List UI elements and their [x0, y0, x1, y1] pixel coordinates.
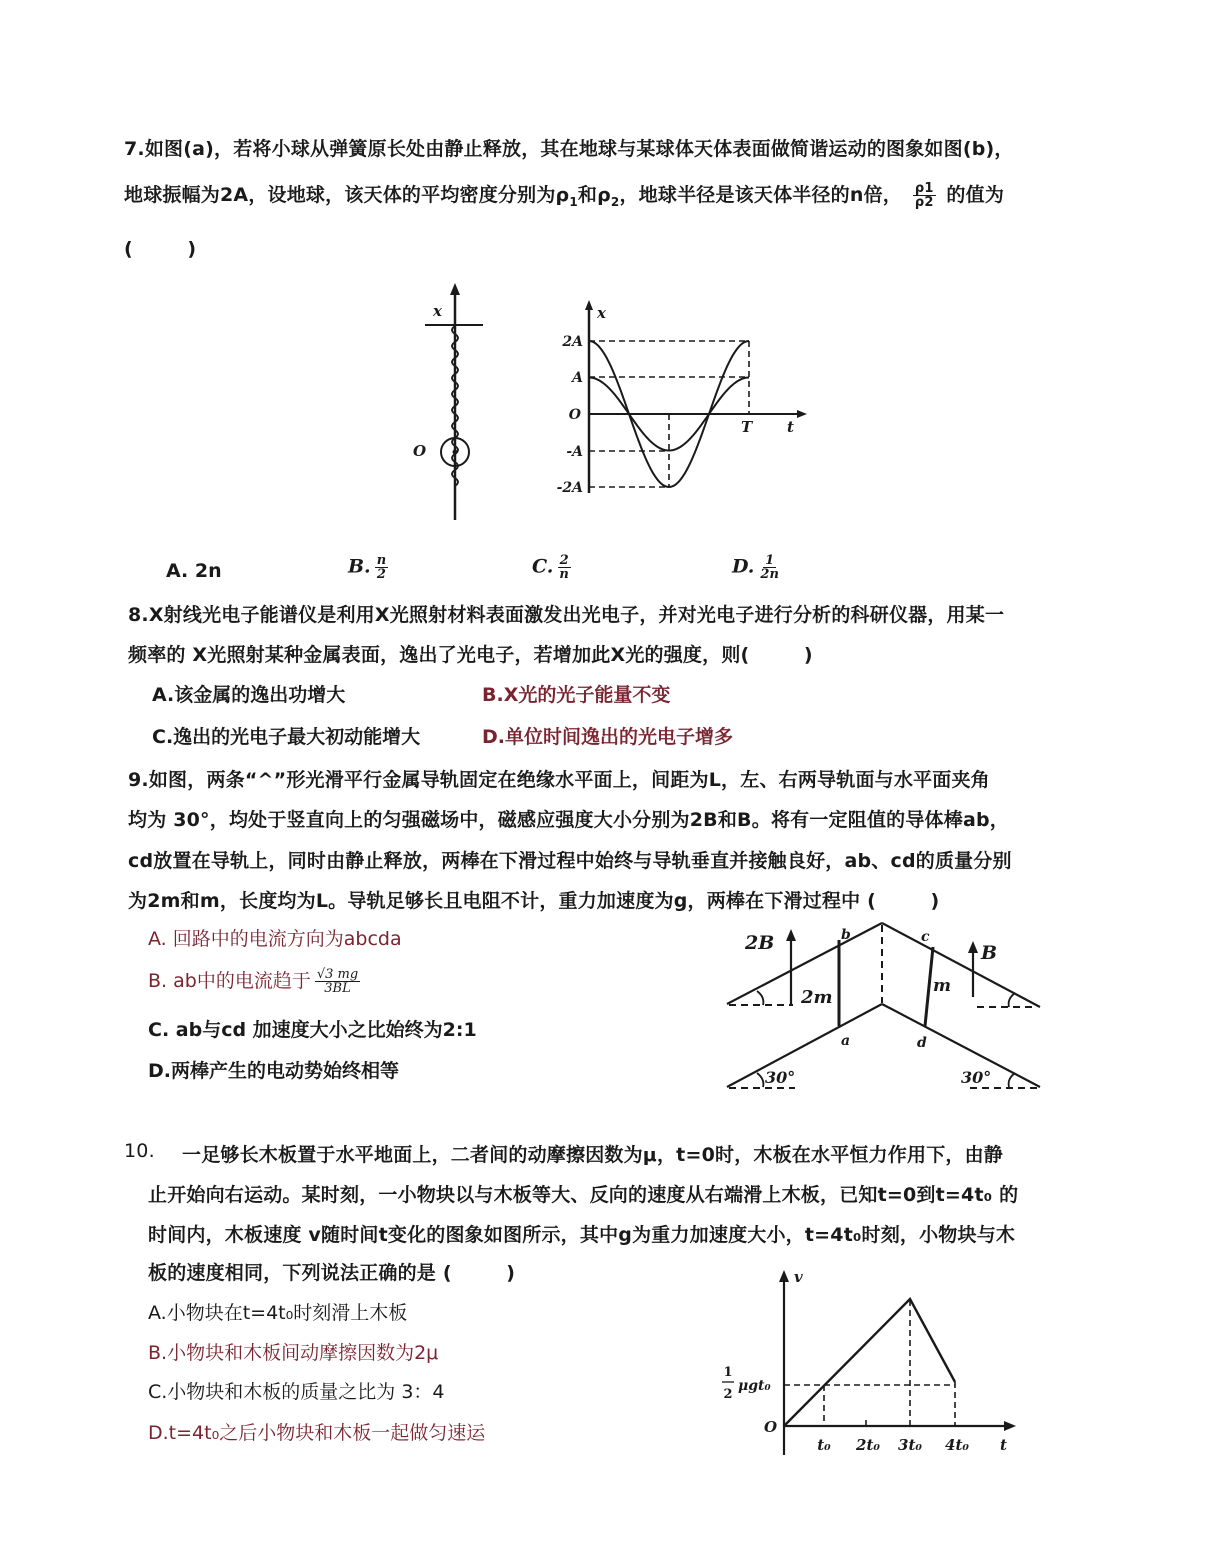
- frac-denominator: n: [559, 567, 569, 582]
- q7-answer-blank: ( ): [124, 238, 197, 260]
- option-value: 2n: [194, 560, 222, 582]
- option-fraction: [315, 968, 360, 995]
- q8-option-a[interactable]: A.该金属的逸出功增大: [152, 684, 346, 706]
- option-text: B. ab中的电流趋于: [148, 970, 311, 992]
- angle-label-left: 30°: [765, 1068, 796, 1087]
- velocity-line: [784, 1299, 955, 1426]
- axis-label-t: t: [787, 418, 794, 436]
- point-a: a: [841, 1033, 851, 1049]
- q10-stem-line1: 一足够长木板置于水平地面上，二者间的动摩擦因数为μ，t=0时，木板在水平恒力作用下，由静: [182, 1144, 1004, 1166]
- arrow-up-icon: [786, 929, 796, 941]
- q7-option-d[interactable]: [732, 554, 785, 581]
- tick-neg-A: -A: [566, 444, 583, 460]
- q7-sub2: 2: [610, 194, 620, 209]
- q10-vt-graph: [700, 1260, 1040, 1460]
- q7-stem-text: 的值为: [946, 184, 1005, 206]
- field-label-2B: 2B: [745, 932, 775, 954]
- q9-stem-line2: 均为 30°，均处于竖直向上的匀强磁场中，磁感应强度大小分别为2B和B。将有一定阻值的导体棒ab，: [128, 809, 1009, 831]
- q10-option-b[interactable]: B.小物块和木板间动摩擦因数为2μ: [148, 1342, 439, 1364]
- x-tick-3t0: 3t₀: [898, 1436, 922, 1454]
- q10-number: 10.: [124, 1140, 155, 1162]
- angle-arc: [757, 991, 763, 1005]
- angle-arc: [757, 1073, 763, 1087]
- origin-label: O: [764, 1418, 778, 1436]
- q7-option-b[interactable]: [348, 554, 392, 581]
- x-tick-t0: t₀: [817, 1436, 831, 1454]
- q7-figure-a-spring: [405, 280, 505, 525]
- tick-O: O: [568, 407, 581, 423]
- upper-right-rail: [882, 923, 1040, 1007]
- tick-2A: 2A: [562, 334, 583, 350]
- arrow-up-icon: [968, 941, 978, 953]
- q7-stem-line2: [124, 180, 1004, 209]
- mass-label-2m: 2m: [801, 987, 833, 1008]
- q7-stem-text: ，地球半径是该天体半径的n倍，: [619, 184, 902, 206]
- q7-option-a[interactable]: [166, 560, 222, 582]
- q9-figure-rails: [715, 915, 1055, 1095]
- frac-numerator: ρ1: [914, 181, 934, 196]
- lower-left-rail: [727, 1004, 882, 1087]
- q7-sub1: 1: [569, 194, 578, 209]
- q9-stem-line3: cd放置在导轨上，同时由静止释放，两棒在下滑过程中始终与导轨垂直并接触良好，ab、cd的质量分别: [128, 850, 1012, 872]
- angle-label-right: 30°: [961, 1068, 992, 1087]
- arrow-up-icon: [779, 1270, 789, 1282]
- mass-label-m: m: [933, 976, 951, 996]
- frac-denominator: 3BL: [324, 981, 351, 996]
- arrow-right-icon: [797, 410, 807, 418]
- point-d: d: [917, 1035, 927, 1051]
- axis-label-v: v: [794, 1268, 803, 1286]
- q10-stem-line4: 板的速度相同，下列说法正确的是 ( ): [148, 1262, 516, 1284]
- q7-figure-b-graph: [535, 298, 815, 498]
- q10-option-a[interactable]: A.小物块在t=4t₀时刻滑上木板: [148, 1302, 408, 1324]
- period-label-T: T: [741, 418, 753, 436]
- x-tick-4t0: 4t₀: [945, 1436, 969, 1454]
- frac-numerator: √3 mg: [316, 967, 359, 982]
- q9-stem-line1: 9.如图，两条“^”形光滑平行金属导轨固定在绝缘水平面上，间距为L，左、右两导轨面与水平面夹角: [128, 769, 990, 791]
- frac-numerator: n: [376, 553, 387, 568]
- q7-ratio-fraction: [913, 182, 936, 209]
- frac-numerator: 1: [765, 553, 775, 568]
- option-fraction: [758, 554, 781, 581]
- axis-label-x: x: [433, 302, 442, 320]
- q7-stem-text: 和ρ: [577, 184, 611, 206]
- tick-A: A: [572, 370, 583, 386]
- origin-label: O: [413, 442, 427, 460]
- frac-denominator: 2n: [760, 567, 779, 582]
- arrow-up-icon: [450, 283, 460, 295]
- q9-option-a[interactable]: A. 回路中的电流方向为abcda: [148, 928, 402, 950]
- q8-stem-line2: 频率的 X光照射某种金属表面，逸出了光电子，若增加此X光的强度，则( ): [128, 644, 813, 666]
- tick-neg-2A: -2A: [556, 480, 583, 496]
- q8-option-d[interactable]: D.单位时间逸出的光电子增多: [482, 726, 733, 748]
- y-tick-expression: μgt₀: [738, 1378, 771, 1394]
- option-fraction: [557, 554, 570, 581]
- angle-arc: [1009, 993, 1015, 1007]
- option-prefix: A.: [166, 560, 195, 582]
- point-c: c: [921, 929, 930, 945]
- q10-option-c[interactable]: C.小物块和木板的质量之比为 3：4: [148, 1381, 445, 1403]
- frac-numerator: 2: [559, 553, 569, 568]
- q9-option-d[interactable]: D.两棒产生的电动势始终相等: [148, 1060, 399, 1082]
- y-tick-denominator: 2: [723, 1387, 733, 1402]
- ball-center-dot: [453, 450, 458, 455]
- q9-stem-line4: 为2m和m，长度均为L。导轨足够长且电阻不计，重力加速度为g，两棒在下滑过程中 ( ): [128, 890, 940, 912]
- y-tick-numerator: 1: [723, 1365, 733, 1380]
- q7-stem-text: 地球振幅为2A，设地球，该天体的平均密度分别为ρ: [124, 184, 570, 206]
- field-label-B: B: [981, 942, 998, 964]
- q9-option-c[interactable]: C. ab与cd 加速度大小之比始终为2:1: [148, 1019, 477, 1041]
- option-prefix: D.: [732, 555, 755, 578]
- q8-option-b[interactable]: B.X光的光子能量不变: [482, 684, 671, 706]
- axis-label-x: x: [597, 304, 606, 322]
- arrow-up-icon: [585, 300, 593, 310]
- option-prefix: C.: [532, 555, 554, 578]
- option-prefix: B.: [348, 555, 371, 578]
- axis-label-t: t: [1000, 1436, 1007, 1454]
- option-fraction: [375, 554, 388, 581]
- x-tick-2t0: 2t₀: [856, 1436, 880, 1454]
- q7-option-c[interactable]: [532, 554, 575, 581]
- q10-stem-line3: 时间内，木板速度 v随时间t变化的图象如图所示，其中g为重力加速度大小，t=4t₀时刻，小物块与木: [148, 1224, 1016, 1246]
- q10-option-d[interactable]: D.t=4t₀之后小物块和木板一起做匀速运: [148, 1422, 486, 1444]
- q7-stem-line1: 7.如图(a)，若将小球从弹簧原长处由静止释放，其在地球与某球体天体表面做简谐运动的图象如图(b)，: [124, 138, 1014, 160]
- frac-denominator: 2: [376, 567, 386, 582]
- point-b: b: [841, 927, 851, 943]
- rod-cd: [925, 947, 933, 1026]
- q8-option-c[interactable]: C.逸出的光电子最大初动能增大: [152, 726, 421, 748]
- q9-option-b[interactable]: [148, 966, 364, 995]
- q8-stem-line1: 8.X射线光电子能谱仪是利用X光照射材料表面激发出光电子，并对光电子进行分析的科研仪器，用某一: [128, 604, 1005, 626]
- frac-denominator: ρ2: [914, 195, 934, 210]
- angle-arc: [1009, 1073, 1015, 1087]
- arrow-right-icon: [1004, 1421, 1016, 1431]
- spring-coil: [452, 326, 458, 486]
- q10-stem-line2: 止开始向右运动。某时刻，一小物块以与木板等大、反向的速度从右端滑上木板，已知t=0到t=4t₀ 的: [148, 1184, 1019, 1206]
